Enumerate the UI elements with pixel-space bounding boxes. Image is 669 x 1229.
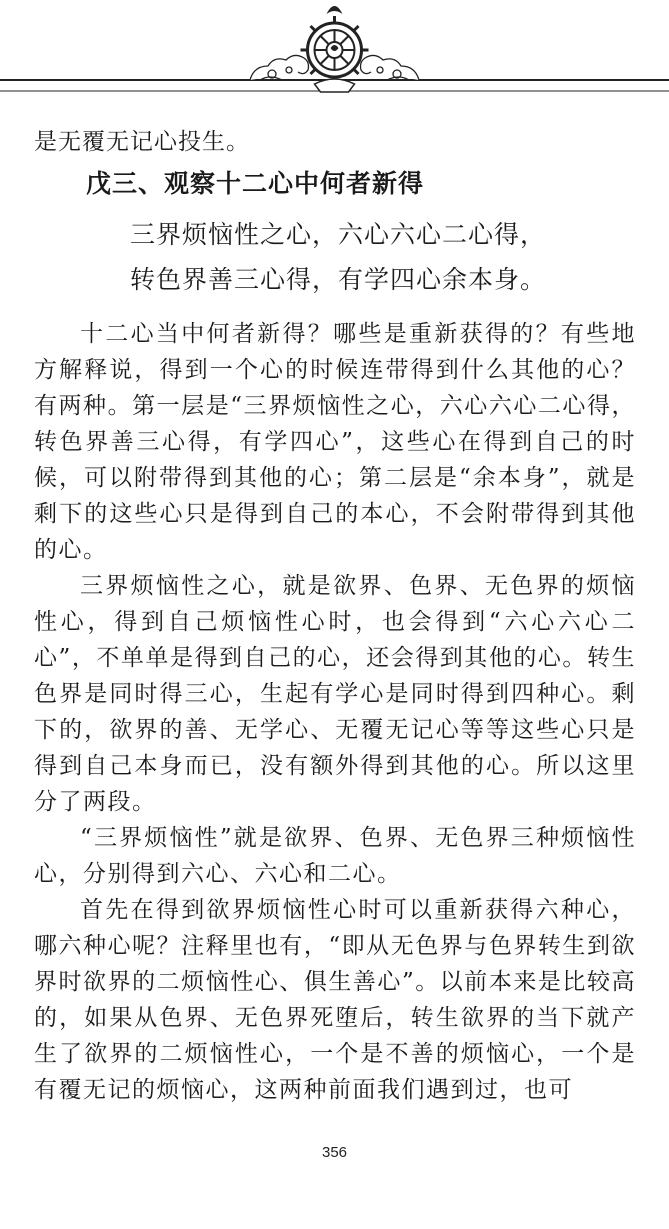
paragraph: 首先在得到欲界烦恼性心时可以重新获得六种心，哪六种心呢？注释里也有，“即从无色界与色界转生到欲界时欲界的二烦恼性心、俱生善心”。以前本来是比较高的，如果从色界、无色界死堕后，转生欲界的当下就产生了欲界的二烦恼性心，一个是不善的烦恼心，一个是有覆无记的烦恼心，这两种前面我们遇到过，也可 <box>34 897 636 1103</box>
paragraph: 三界烦恼性之心，就是欲界、色界、无色界的烦恼性心，得到自己烦恼性心时，也会得到“六心六心二心”，不单单是得到自己的心，还会得到其他的心。转生色界是同时得三心，生起有学心是同时得到四种心。剩下的，欲界的善、无学心、无覆无记心等等这些心只是得到自己本身而已，没有额外得到其他的心。所以这里分了两段。 <box>34 573 636 815</box>
page-number: 356 <box>321 1144 348 1161</box>
header-ornament <box>0 0 669 110</box>
verse-line: 三界烦恼性之心，六心六心二心得， <box>130 220 547 249</box>
paragraph: 十二心当中何者新得？哪些是重新获得的？有些地方解释说，得到一个心的时候连带得到什么其他的心？有两种。第一层是“三界烦恼性之心，六心六心二心得，转色界善三心得，有学四心”，这些心在得到自己的时候，可以附带得到其他的心；第二层是“余本身”，就是剩下的这些心只是得到自己的本心，不会附带得到其他的心。 <box>34 321 636 563</box>
verse-line: 转色界善三心得，有学四心余本身。 <box>130 265 547 294</box>
paragraph: “三界烦恼性”就是欲界、色界、无色界三种烦恼性心，分别得到六心、六心和二心。 <box>34 825 636 887</box>
cloud-scroll-ornament-icon <box>250 55 309 80</box>
page-body <box>34 122 636 1108</box>
continuation-line: 是无覆无记心投生。 <box>34 129 250 155</box>
section-heading: 戊三、观察十二心中何者新得 <box>86 169 425 198</box>
page-header <box>0 0 669 110</box>
cloud-scroll-ornament-icon <box>361 55 420 80</box>
verse-block <box>34 212 636 302</box>
